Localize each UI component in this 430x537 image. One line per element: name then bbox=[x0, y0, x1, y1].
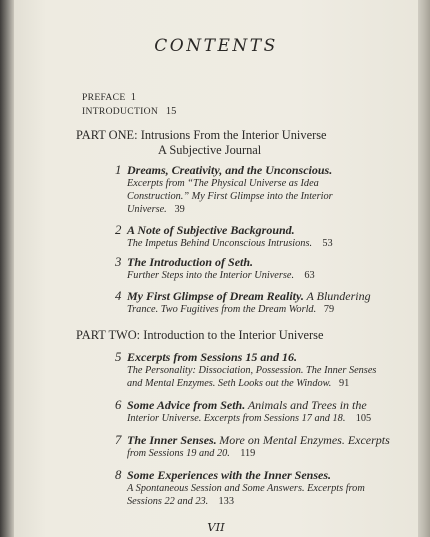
entry-label: PREFACE bbox=[82, 92, 126, 103]
chapter-title-line bbox=[127, 433, 390, 448]
description-text: The Impetus Behind Unconscious Intrusions. bbox=[127, 238, 313, 249]
chapter-title: The Inner Senses. bbox=[127, 433, 217, 447]
chapter-title-line bbox=[127, 289, 371, 304]
chapter-title: My First Glimpse of Dream Reality. bbox=[127, 289, 304, 303]
chapter-title: Dreams, Creativity, and the Unconscious. bbox=[127, 163, 333, 177]
page-number: 15 bbox=[165, 106, 177, 117]
description-text: and Mental Enzymes. Seth Looks out the Window. bbox=[127, 378, 332, 389]
page-number: 53 bbox=[322, 238, 333, 249]
description-text: from Sessions 19 and 20. bbox=[127, 448, 230, 459]
page-number: 1 bbox=[130, 92, 136, 103]
page-stack-edge bbox=[418, 0, 430, 537]
part-one-heading bbox=[76, 128, 327, 143]
chapter-number: 3 bbox=[115, 255, 122, 269]
description-text: Universe. bbox=[127, 204, 167, 215]
chapter-description-end bbox=[127, 378, 349, 389]
page-number: 79 bbox=[323, 304, 335, 315]
chapter-title-continued: Animals and Trees in the bbox=[247, 398, 367, 412]
chapter-title-line bbox=[127, 398, 367, 413]
chapter-description-end bbox=[127, 204, 185, 215]
page-number: 63 bbox=[304, 270, 315, 281]
chapter-number: 5 bbox=[115, 350, 122, 364]
part-two-heading bbox=[76, 328, 324, 343]
chapter-description: A Spontaneous Session and Some Answers. Excerpts from bbox=[127, 483, 365, 494]
chapter-title: A Note of Subjective Background. bbox=[127, 223, 295, 237]
description-text: Interior Universe. Excerpts from Sessions 17 and 18. bbox=[127, 413, 346, 424]
chapter-description-end bbox=[127, 238, 333, 249]
chapter-description: Excerpts from “The Physical Universe as Idea bbox=[127, 178, 319, 189]
page-number: 119 bbox=[240, 448, 256, 459]
chapter-number: 6 bbox=[115, 398, 122, 412]
toc-entry-introduction bbox=[82, 106, 176, 117]
chapter-description-end bbox=[127, 304, 334, 315]
page-folio: VII bbox=[207, 520, 225, 534]
chapter-title: Some Experiences with the Inner Senses. bbox=[127, 468, 332, 482]
page-number: 105 bbox=[355, 413, 372, 424]
entry-label: INTRODUCTION bbox=[82, 106, 159, 117]
description-text: Further Steps into the Interior Universe. bbox=[127, 270, 295, 281]
chapter-title: Some Advice from Seth. bbox=[127, 398, 246, 412]
description-text: Trance. Two Fugitives from the Dream World. bbox=[127, 304, 317, 315]
chapter-number: 4 bbox=[115, 289, 122, 303]
chapter-number: 1 bbox=[115, 163, 122, 177]
page-number: 133 bbox=[218, 496, 234, 507]
chapter-title-continued: More on Mental Enzymes. Excerpts bbox=[219, 433, 390, 447]
chapter-description-end bbox=[127, 496, 234, 507]
chapter-number: 7 bbox=[115, 433, 122, 447]
chapter-number: 2 bbox=[115, 223, 122, 237]
page-gutter-shadow bbox=[0, 0, 14, 537]
page-number: 39 bbox=[174, 204, 185, 215]
description-text: Sessions 22 and 23. bbox=[127, 496, 209, 507]
book-page bbox=[14, 0, 418, 537]
part-label: PART ONE: bbox=[76, 128, 138, 142]
part-label: PART TWO: bbox=[76, 328, 141, 342]
part-one-subtitle: A Subjective Journal bbox=[158, 143, 262, 157]
chapter-title-continued: A Blundering bbox=[306, 289, 371, 303]
chapter-description: The Personality: Dissociation, Possession. The Inner Senses bbox=[127, 365, 377, 376]
chapter-title: Excerpts from Sessions 15 and 16. bbox=[127, 350, 298, 364]
page-title: CONTENTS bbox=[154, 36, 278, 56]
chapter-description-end bbox=[127, 413, 371, 424]
page-number: 91 bbox=[339, 378, 350, 389]
part-title: Intrusions From the Interior Universe bbox=[140, 128, 327, 142]
chapter-title: The Introduction of Seth. bbox=[127, 255, 254, 269]
chapter-description-end bbox=[127, 448, 255, 459]
chapter-description-end bbox=[127, 270, 315, 281]
part-title: Introduction to the Interior Universe bbox=[143, 328, 324, 342]
toc-entry-preface bbox=[82, 92, 136, 103]
chapter-description: Construction.” My First Glimpse into the Interior bbox=[127, 191, 333, 202]
chapter-number: 8 bbox=[115, 468, 122, 482]
